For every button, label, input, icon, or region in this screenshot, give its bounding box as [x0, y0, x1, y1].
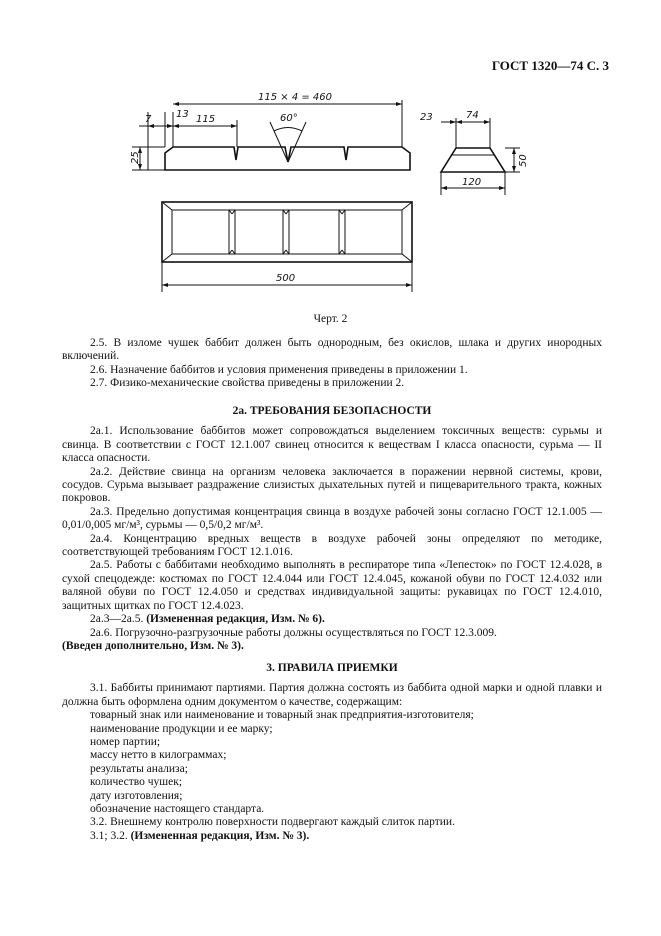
dim-120: 120	[462, 177, 482, 188]
para-2a-5: 2а.5. Работы с баббитами необходимо выполнять в респираторе типа «Лепесток» по ГОСТ 12.4.028, в сухой спецодежде: костюмах по ГОСТ 12.4.044 или ГОСТ 12.4.045, кожаной обуви по ГОСТ 12.4.032 или валяной обуви по ГОСТ 12.4.050 и средствах индивидуальной защиты: рукавицах по ГОСТ 12.4.010, защитных щитках по ГОСТ 12.4.023.	[62, 559, 602, 612]
para-2a-3: 2а.3. Предельно допустимая концентрация свинца в воздухе рабочей зоны согласно ГОСТ 12.1.005 — 0,01/0,005 мг/м³, сурьмы — 0,5/0,2 мг/м³.	[62, 505, 602, 532]
para-2a-6: 2а.6. Погрузочно-разгрузочные работы должны осуществляться по ГОСТ 12.3.009.	[90, 626, 497, 639]
list-item: дату изготовления;	[90, 789, 183, 802]
list-item: массу нетто в килограммах;	[90, 749, 227, 762]
note-2a-added	[62, 640, 602, 653]
para-2a-4: 2а.4. Концентрацию вредных веществ в воздухе рабочей зоны определяют по методике, соответствующей требованиям ГОСТ 12.1.016.	[62, 532, 602, 559]
dim-115: 115	[196, 114, 216, 125]
para-2-7: 2.7. Физико-механические свойства приведены в приложении 2.	[90, 377, 405, 390]
list-item: товарный знак или наименование и товарный знак предприятия-изготовителя;	[90, 709, 474, 722]
note-2a-text: (Измененная редакция, Изм. № 6).	[146, 613, 325, 626]
list-item: наименование продукции и ее марку;	[90, 722, 273, 735]
para-3-2: 3.2. Внешнему контролю поверхности подвергают каждый слиток партии.	[90, 816, 455, 829]
dim-74: 74	[466, 110, 479, 121]
para-2-6: 2.6. Назначение баббитов и условия применения приведены в приложении 1.	[90, 363, 468, 376]
section-2a-title: 2а. ТРЕБОВАНИЯ БЕЗОПАСНОСТИ	[232, 405, 432, 417]
dim-50: 50	[518, 154, 529, 167]
dim-7: 7	[145, 114, 152, 125]
note-3-change	[62, 830, 602, 843]
figure-caption: Черт. 2	[313, 313, 348, 325]
section-3-title: 3. ПРАВИЛА ПРИЕМКИ	[266, 662, 398, 674]
list-item: обозначение настоящего стандарта.	[90, 803, 265, 816]
list-item: номер партии;	[90, 736, 161, 749]
ingot-cross-section	[441, 148, 505, 172]
list-item: результаты анализа;	[90, 762, 188, 775]
technical-drawing	[0, 0, 661, 300]
dim-23: 23	[420, 112, 433, 123]
para-2a-2: 2а.2. Действие свинца на организм человека заключается в поражении нервной системы, крови, сосудов. Сурьма вызывает раздражение слизистых дыхательных путей и пищеварительного тракта, кожных покровов.	[62, 465, 602, 505]
page-header: ГОСТ 1320—74 С. 3	[491, 58, 609, 73]
dim-25: 25	[130, 151, 141, 164]
list-item: количество чушек;	[90, 776, 183, 789]
note-2a-change-6	[62, 613, 602, 626]
dim-angle: 60°	[280, 113, 298, 124]
section-2-block	[62, 337, 602, 391]
section-3-block	[62, 662, 602, 843]
note-2a-added-text: (Введен дополнительно, Изм. № 3).	[62, 639, 244, 652]
drawing-figure	[0, 0, 661, 300]
dim-total: 115 × 4 = 460	[258, 92, 333, 103]
ingot-side-view	[165, 147, 410, 170]
note-3-text: (Измененная редакция, Изм. № 3).	[130, 829, 310, 842]
para-2a-1: 2а.1. Использование баббитов может сопровождаться выделением токсичных веществ: сурьмы и свинца. В соответствии с ГОСТ 12.1.007 свинец относится к веществам I класса опасности, сурьма — II класса опасности.	[62, 425, 602, 465]
note-2a-ref: 2а.3—2а.5.	[90, 613, 144, 626]
dim-500: 500	[276, 273, 296, 284]
section-2a-block	[62, 405, 602, 653]
para-2-5: 2.5. В изломе чушек баббит должен быть однородным, без окислов, шлака и других инородных включений.	[62, 337, 602, 363]
dimension-arrows	[138, 102, 516, 287]
para-3-1: 3.1. Баббиты принимают партиями. Партия должна состоять из баббита одной марки и одной плавки и должна быть оформлена одним документом о качестве, содержащим:	[62, 682, 602, 708]
note-3-ref: 3.1; 3.2.	[90, 829, 128, 842]
dim-13: 13	[176, 109, 189, 120]
ingot-top-view	[162, 202, 412, 262]
